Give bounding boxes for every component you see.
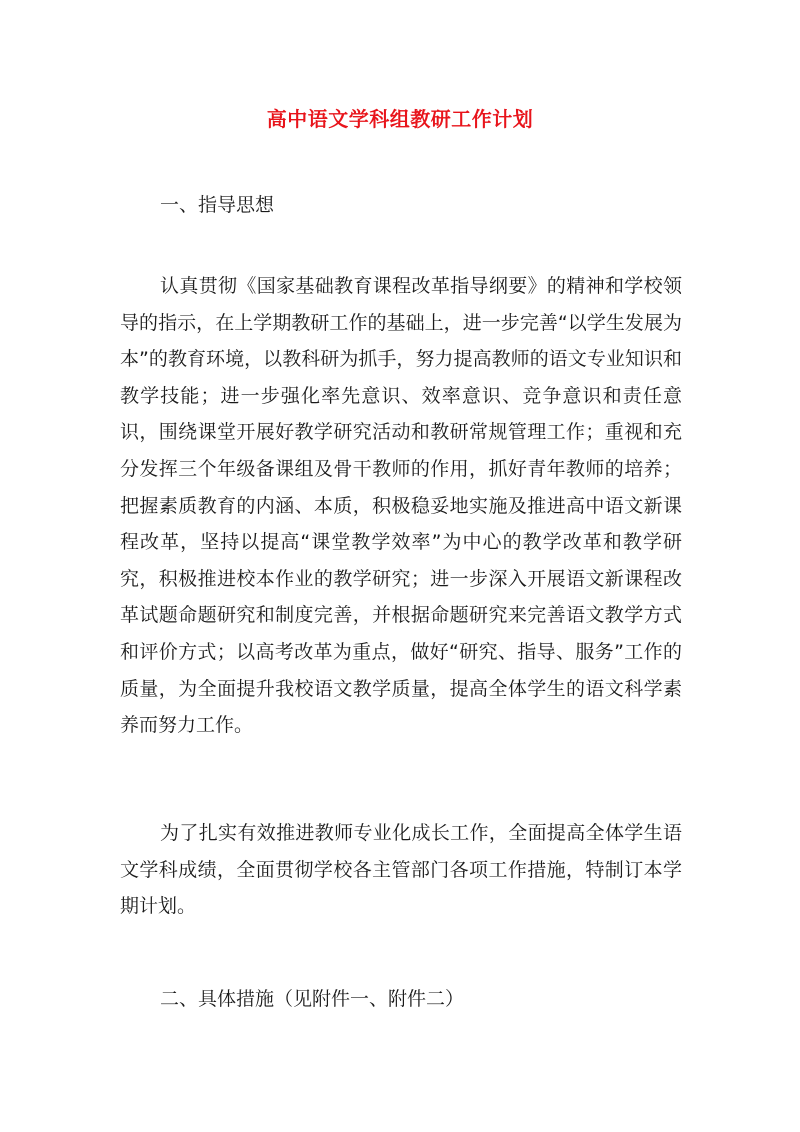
paragraph-plan-purpose: 为了扎实有效推进教师专业化成长工作，全面提高全体学生语文学科成绩，全面贯彻学校各主管部门各项工作措施，特制订本学期计划。 xyxy=(120,822,682,918)
section-heading-guiding-thought: 一、指导思想 xyxy=(160,194,275,216)
section-heading-measures: 二、具体措施（见附件一、附件二） xyxy=(160,988,465,1010)
document-title: 高中语文学科组教研工作计划 xyxy=(266,107,534,131)
paragraph-guiding-thought: 认真贯彻《国家基础教育课程改革指导纲要》的精神和学校领导的指示，在上学期教研工作的基础上，进一步完善“以学生发展为本”的教育环境，以教科研为抓手，努力提高教师的语文专业知识和教学技能；进一步强化率先意识、效率意识、竞争意识和责任意识，围绕课堂开展好教学研究活动和教研常规管理工作；重视和充分发挥三个年级备课组及骨干教师的作用，抓好青年教师的培养；把握素质教育的内涵、本质，积极稳妥地实施及推进高中语文新课程改革，坚持以提高“课堂教学效率”为中心的教学改革和教学研究，积极推进校本作业的教学研究；进一步深入开展语文新课程改革试题命题研究和制度完善，并根据命题研究来完善语文教学方式和评价方式；以高考改革为重点，做好“研究、指导、服务”工作的质量，为全面提升我校语文教学质量，提高全体学生的语文科学素养而努力工作。 xyxy=(120,275,682,737)
